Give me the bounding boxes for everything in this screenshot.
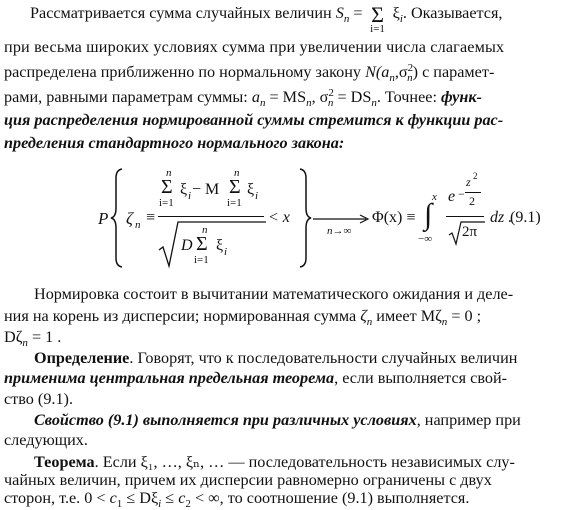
den-sum-top: n [202, 224, 208, 236]
exp-den: 2 [469, 194, 475, 208]
formula-phi: Φ(x) ≡ [372, 209, 416, 226]
sum-symbol: Σ i=1 [370, 2, 385, 35]
para5-line3: сторон, т.е. $0 < c_1 \le D\xi_i \le c_2$ < ∞, то соотношение (9.1) выполняется. [4, 489, 470, 510]
den-xi: ξ [216, 237, 224, 254]
right-brace [298, 168, 312, 268]
para1-line1: Рассматривается сумма случайных величин $S_n$ = Σ i=1 $\xi_i$. Оказывается, [30, 2, 503, 35]
formula-lt-x: < x [268, 209, 290, 226]
int-top: x [432, 191, 437, 203]
int-sign: ∫ [424, 198, 433, 231]
formula-equiv: ≡ [146, 209, 156, 226]
para2-line2: ния на корень из дисперсии; нормированная сумма $\zeta_n$ имеет $M\zeta_n = 0$ ; [4, 307, 482, 328]
num-sum1-top: n [166, 167, 172, 179]
para2-line1: Нормировка состоит в вычитании математического ожидания и деле- [34, 285, 514, 303]
para4-line1: Свойство (9.1) выполняется при различных условиях, например при [34, 411, 521, 429]
exp-e: e [448, 188, 456, 205]
formula-dz: dz . [490, 209, 513, 226]
num-xi1: ξ [180, 181, 188, 198]
para1-line2: при весьма широких условиях сумма при увеличении числа слагаемых [4, 38, 505, 56]
den-i: i [224, 246, 228, 258]
fraction-bar [158, 216, 264, 217]
para2-line3: $D\zeta_n = 1$ . [4, 328, 62, 349]
num-i2: i [255, 190, 259, 202]
para5-line1: Теорема. Если ξ₁, …, ξₙ, … — последовательность независимых слу- [34, 453, 515, 471]
para3-line1: Определение. Говорят, что к последовательности случайных величин [34, 349, 518, 367]
exp-fraction-bar [465, 192, 481, 193]
num-sum1-sigma: Σ [161, 176, 173, 198]
left-brace [110, 168, 124, 268]
sqrt-sign [158, 220, 268, 270]
para1-line6: пределения стандартного нормального закона: [4, 134, 345, 152]
num-i1: i [188, 190, 192, 202]
den-D: D [181, 237, 193, 254]
int-bot: −∞ [418, 233, 433, 245]
para1-line3: распределена приближенно по нормальному закону $N(a_n,\sigma^2_n)$ с парамет- [4, 62, 495, 84]
num-minus-M: − M [192, 181, 220, 198]
formula-zeta-sub: n [135, 219, 141, 231]
num-sum2-top: n [234, 167, 240, 179]
para3-line2: применима центральная предельная теорема, если выполняется свой- [4, 369, 507, 387]
para5-line2: чайных величин, причем их дисперсии равномерно ограничены с двух [4, 471, 492, 489]
exp-z: z [466, 175, 471, 189]
num-sum1-bot: i=1 [159, 197, 174, 209]
exp-minus: − [458, 187, 465, 201]
para4-line2: следующих. [4, 431, 88, 449]
den-sum-sigma: Σ [196, 233, 208, 255]
limit-label: n→∞ [327, 225, 352, 237]
num-xi2: ξ [247, 181, 255, 198]
formula-9-1 [0, 166, 566, 270]
para1-line4: рами, равными параметрам суммы: $a_n = MS_n$, $\sigma^2_n = DS_n$. Точнее: функ- [4, 87, 482, 109]
num-sum2-sigma: Σ [229, 176, 241, 198]
num-sum2-bot: i=1 [227, 197, 242, 209]
formula-P: P [98, 209, 109, 228]
integrand-fraction-bar [446, 216, 484, 217]
para1-line5: ция распределения нормированной суммы стремится к функции рас- [4, 111, 504, 129]
para3-line3: ство (9.1). [4, 390, 73, 408]
formula-zeta: ζ [126, 209, 133, 228]
exp-z-sup: 2 [473, 171, 478, 181]
den-sum-bot: i=1 [194, 254, 209, 266]
limit-arrow [312, 214, 370, 224]
equation-number: (9.1) [510, 209, 541, 226]
root-value: 2π [462, 224, 478, 240]
